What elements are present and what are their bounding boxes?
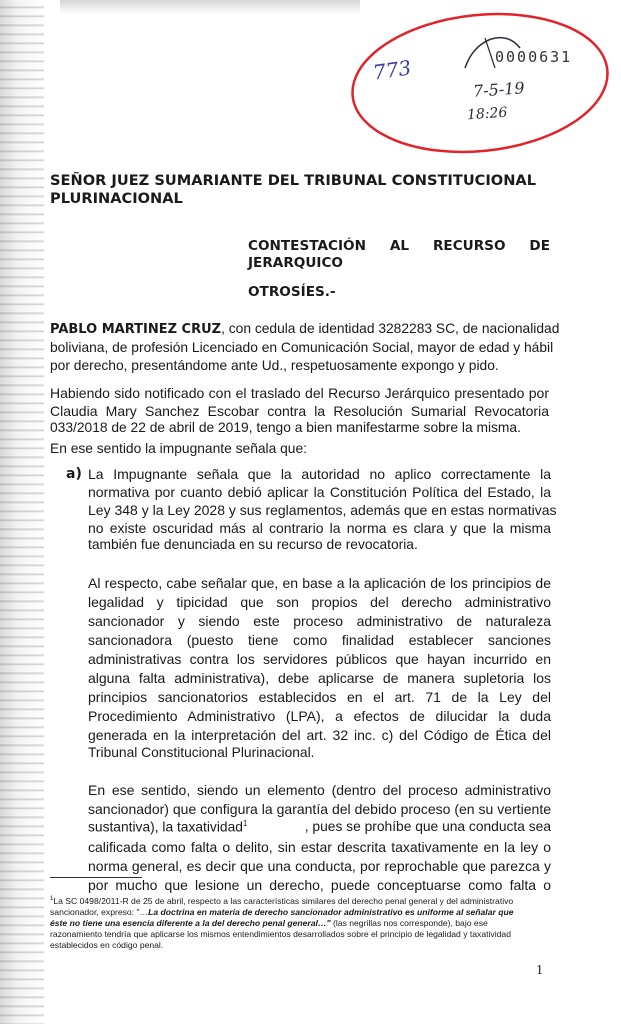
intro-line-2: boliviana, de profesión Licenciado en Comunicación Social, mayor de edad y hábil — [50, 340, 554, 355]
footnote-divider — [50, 877, 142, 878]
sense-line-3-end: , pues se prohíbe que una conducta sea — [304, 819, 551, 834]
footnote-line-3 — [50, 918, 488, 928]
register-number: 773 — [371, 55, 413, 85]
footnote-bold-1: en materia de derecho sancionador administrativo es uniforme al señalar que — [196, 907, 514, 917]
respect-line-5: administrativas contra los servidores públicos que hayan incurrido en — [88, 651, 551, 667]
sense-line-5: norma general, es decir que una conducta, por reprochable que parezca y — [88, 858, 551, 874]
subject-line-2: JERARQUICO — [248, 255, 343, 271]
sense-line-6: por mucho que lesione un derecho, puede conceptuarse como falta o — [88, 877, 551, 893]
footnote-line-4: razonamiento tendría que aplicarse los mismos entendimientos desarrollados sobre el principio de legalidad y taxatividad — [50, 929, 511, 939]
respect-line-9: generada en la interpretación del art. 32 inc. c) del Código de Ética del — [88, 727, 551, 743]
petitioner-name: PABLO MARTINEZ CRUZ — [50, 322, 222, 337]
sense-line-2: sancionador) que configura la garantía del debido proceso (en su vertiente — [88, 801, 551, 817]
subject-word-4: DE — [529, 238, 550, 254]
footnote-line-2-start: sancionador, expreso: "… — [50, 907, 149, 917]
point-a-line-5: también fue denunciada en su recurso de revocatoria. — [88, 537, 418, 552]
footnote-ref: 1 — [242, 819, 248, 828]
sense-line-3 — [88, 820, 551, 834]
stamp-date: 7-5-19 — [472, 78, 526, 101]
respect-line-1: Al respecto, cabe señalar que, en base a la aplicación de los principios de — [88, 575, 551, 591]
subject-line-1 — [248, 238, 550, 254]
otrosies-heading: OTROSÍES.- — [248, 284, 336, 300]
footnote-line-2 — [50, 907, 513, 917]
stamp-time: 18:26 — [466, 104, 508, 124]
footnote-italic: La doctrina — [148, 907, 195, 917]
footnote-marker: 1 — [50, 896, 54, 903]
point-a-line-4: no existe oscuridad más al contrario la norma es clara y que la misma — [88, 520, 551, 536]
addressee-line-2: PLURINACIONAL — [50, 190, 183, 207]
point-a-line-2: normativa por cuanto debió aplicar la Constitución Política del Estado, la — [88, 484, 551, 500]
respect-line-8: Procedimiento Administrativo (LPA), a efectos de dilucidar la duda — [88, 708, 551, 724]
respect-line-2: legalidad y tipicidad que son propios del derecho administrativo — [88, 594, 551, 610]
intro-line-1-rest: , con cedula de identidad 3282283 SC, de nacionalidad — [221, 321, 560, 336]
taxatividad-text: sustantiva), la taxatividad — [88, 819, 243, 835]
intro-line-1 — [50, 322, 559, 336]
footnote-line-1 — [50, 896, 513, 906]
notification-line-4: En ese sentido la impugnante señala que: — [50, 441, 307, 456]
point-a-marker: a) — [66, 466, 82, 482]
sense-line-4: calificada como falta o delito, sin estar descrita taxativamente en la ley o — [88, 839, 551, 855]
reception-stamp — [345, 8, 615, 158]
respect-line-7: principios sancionatorios establecidos en el art. 71 de la Ley del — [88, 689, 551, 705]
point-a-line-3: Ley 348 y la Ley 2028 y sus reglamentos, además que en estas normativas — [88, 502, 557, 518]
footnote-bold-2: éste no tiene una esencia diferente a la del derecho penal general…" — [50, 918, 331, 928]
footnote-line-3-rest: (las negrillas nos corresponde), bajo ese — [333, 918, 488, 928]
subject-word-1: CONTESTACIÓN — [248, 238, 366, 254]
scan-left-edge — [0, 0, 44, 1024]
notification-line-1: Habiendo sido notificado con el traslado del Recurso Jerárquico presentado por — [50, 385, 549, 401]
notification-line-2: Claudia Mary Sanchez Escobar contra la Resolución Sumarial Revocatoria — [50, 403, 549, 419]
respect-line-6: alguna falta administrativa), debe aplicarse de manera supletoria los — [88, 670, 551, 686]
stamp-serial: 0000631 — [495, 48, 573, 66]
respect-line-10: Tribunal Constitucional Plurinacional. — [88, 745, 315, 760]
subject-word-2: AL — [389, 238, 410, 254]
point-a-line-1: La Impugnante señala que la autoridad no aplico correctamente la — [88, 466, 551, 482]
scan-top-shadow — [60, 0, 360, 14]
sense-line-3-start — [88, 820, 247, 834]
addressee-line-1: SEÑOR JUEZ SUMARIANTE DEL TRIBUNAL CONSTITUCIONAL — [50, 172, 537, 189]
subject-word-3: RECURSO — [432, 238, 506, 254]
page-number: 1 — [536, 963, 543, 978]
respect-line-3: sancionador y siendo este proceso administrativo de naturaleza — [88, 613, 551, 629]
footnote-line-1-text: La SC 0498/2011-R de 25 de abril, respecto a las características similares del derecho penal general y del administrativo — [53, 896, 514, 906]
notification-line-3: 033/2018 de 22 de abril de 2019, tengo a bien manifestarme sobre la misma. — [50, 420, 521, 435]
respect-line-4: sancionadora (puesto tiene como finalidad establecer sanciones — [88, 632, 551, 648]
intro-line-3: por derecho, presentándome ante Ud., respetuosamente expongo y pido. — [50, 358, 499, 373]
sense-line-1: En ese sentido, siendo un elemento (dentro del proceso administrativo — [88, 782, 551, 798]
footnote-line-5: establecidos en código penal. — [50, 940, 164, 950]
